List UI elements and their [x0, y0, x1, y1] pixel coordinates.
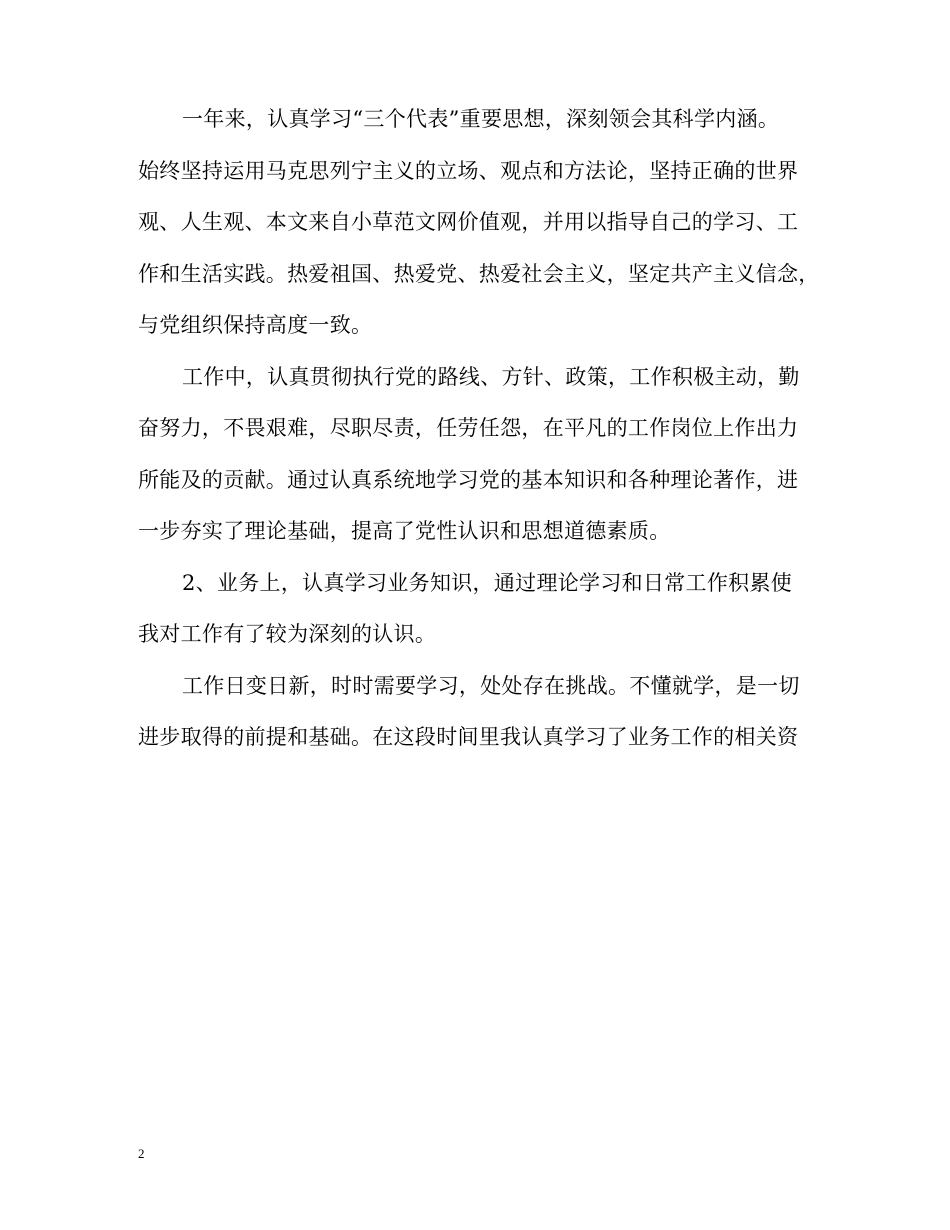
line-text: 与党组织保持高度一致。 [138, 313, 373, 337]
line-text: 所能及的贡献。通过认真系统地学习党的基本知识和各种理论著作，进 [138, 467, 799, 492]
body-text [138, 107, 828, 792]
line-text: 工作中，认真贯彻执行党的路线、方针、政策，工作积极主动，勤 [182, 364, 800, 389]
line-text: 始终坚持运用马克思列宁主义的立场、观点和方法论，坚持正确的世界 [138, 158, 799, 183]
line-text: 一年来，认真学习“三个代表”重要思想，深刻领会其科学内涵。 [182, 107, 780, 131]
line-text: 作和生活实践。热爱祖国、热爱党、热爱社会主义，坚定共产主义信念， [138, 261, 820, 286]
page-number: 2 [138, 1146, 145, 1161]
line-text: 我对工作有了较为深刻的认识。 [138, 622, 437, 646]
line-text: 观、人生观、本文来自小草范文网价值观，并用以指导自己的学习、工 [138, 210, 799, 234]
line-text: 进步取得的前提和基础。在这段时间里我认真学习了业务工作的相关资 [138, 725, 799, 749]
line-text: 奋努力，不畏艰难，尽职尽责，任劳任怨，在平凡的工作岗位上作出力 [138, 416, 799, 440]
line-text: 一步夯实了理论基础，提高了党性认识和思想道德素质。 [138, 519, 671, 543]
line-text: 工作日变日新，时时需要学习，处处存在挑战。不懂就学，是一切 [182, 673, 800, 698]
text-line [138, 725, 828, 792]
line-text: 2、业务上，认真学习业务知识，通过理论学习和日常工作积累使 [182, 570, 793, 595]
